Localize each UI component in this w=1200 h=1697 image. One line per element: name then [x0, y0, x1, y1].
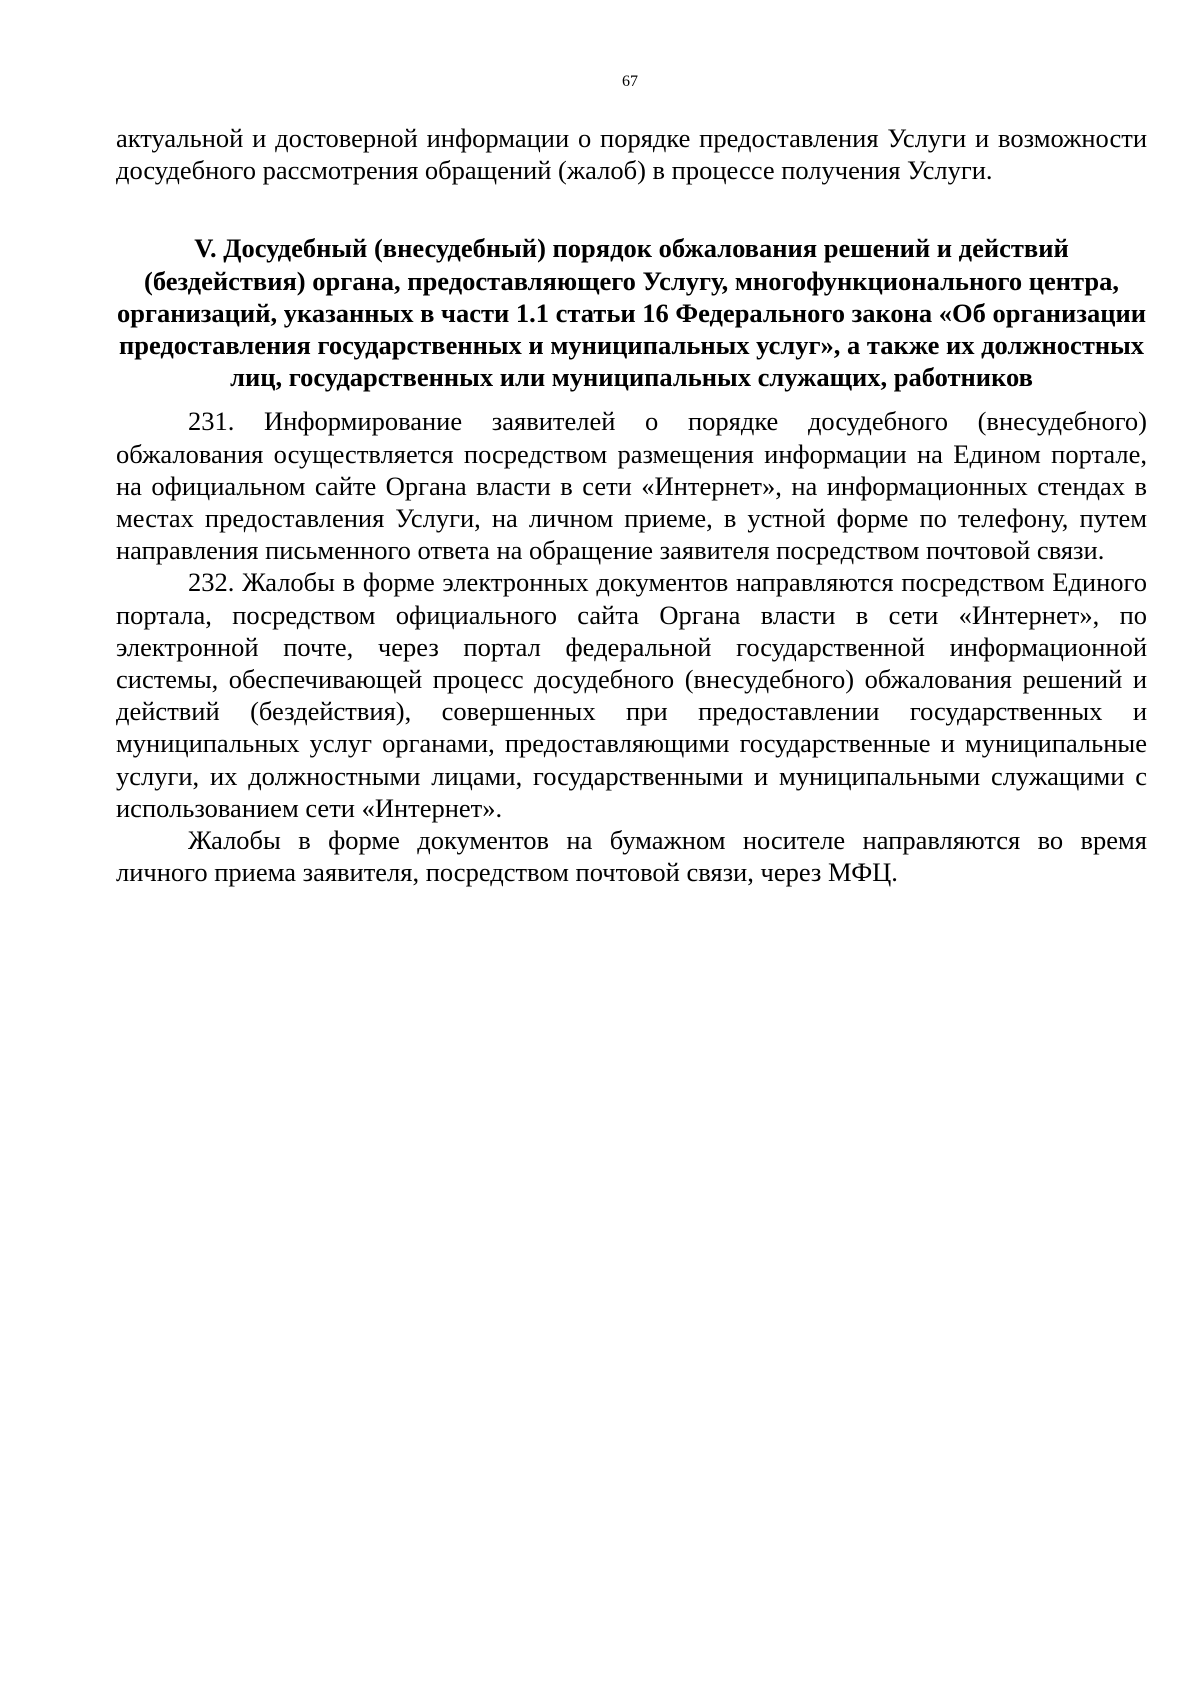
- item-number: 231.: [188, 406, 235, 437]
- page-number: 67: [622, 73, 638, 90]
- section-heading: V. Досудебный (внесудебный) порядок обжалования решений и действий (бездействия) органа, предоставляющего Услугу, многофункционального центра, организаций, указанных в части 1.1 статьи 16 Федерального закона «Об организации предоставления государственных и муниципальных услуг», а также их должностных лиц, государственных или муниципальных служащих, работников: [116, 233, 1147, 393]
- list-item: [116, 405, 1147, 566]
- document-body: [116, 122, 1147, 888]
- item-text: Жалобы в форме электронных документов направляются посредством Единого портала, посредством официального сайта Органа власти в сети «Интернет», по электронной почте, через портал федеральной государственной информационной системы, обеспечивающей процесс досудебного (внесудебного) обжалования решений и действий (бездействия), совершенных при предоставлении государственных и муниципальных услуг органами, предоставляющими государственные и муниципальные услуги, их должностными лицами, государственными и муниципальными служащими с использованием сети «Интернет».: [116, 567, 1148, 823]
- list-item: [116, 566, 1147, 824]
- intro-paragraph: актуальной и достоверной информации о порядке предоставления Услуги и возможности досудебного рассмотрения обращений (жалоб) в процессе получения Услуги.: [116, 123, 1147, 186]
- item-text: Информирование заявителей о порядке досудебного (внесудебного) обжалования осуществляется посредством размещения информации на Едином портале, на официальном сайте Органа власти в сети «Интернет», на информационных стендах в местах предоставления Услуги, на личном приеме, в устной форме по телефону, путем направления письменного ответа на обращение заявителя посредством почтовой связи.: [116, 406, 1147, 566]
- item-number: 232.: [188, 567, 235, 598]
- closing-paragraph: Жалобы в форме документов на бумажном носителе направляются во время личного приема заявителя, посредством почтовой связи, через МФЦ.: [116, 825, 1147, 888]
